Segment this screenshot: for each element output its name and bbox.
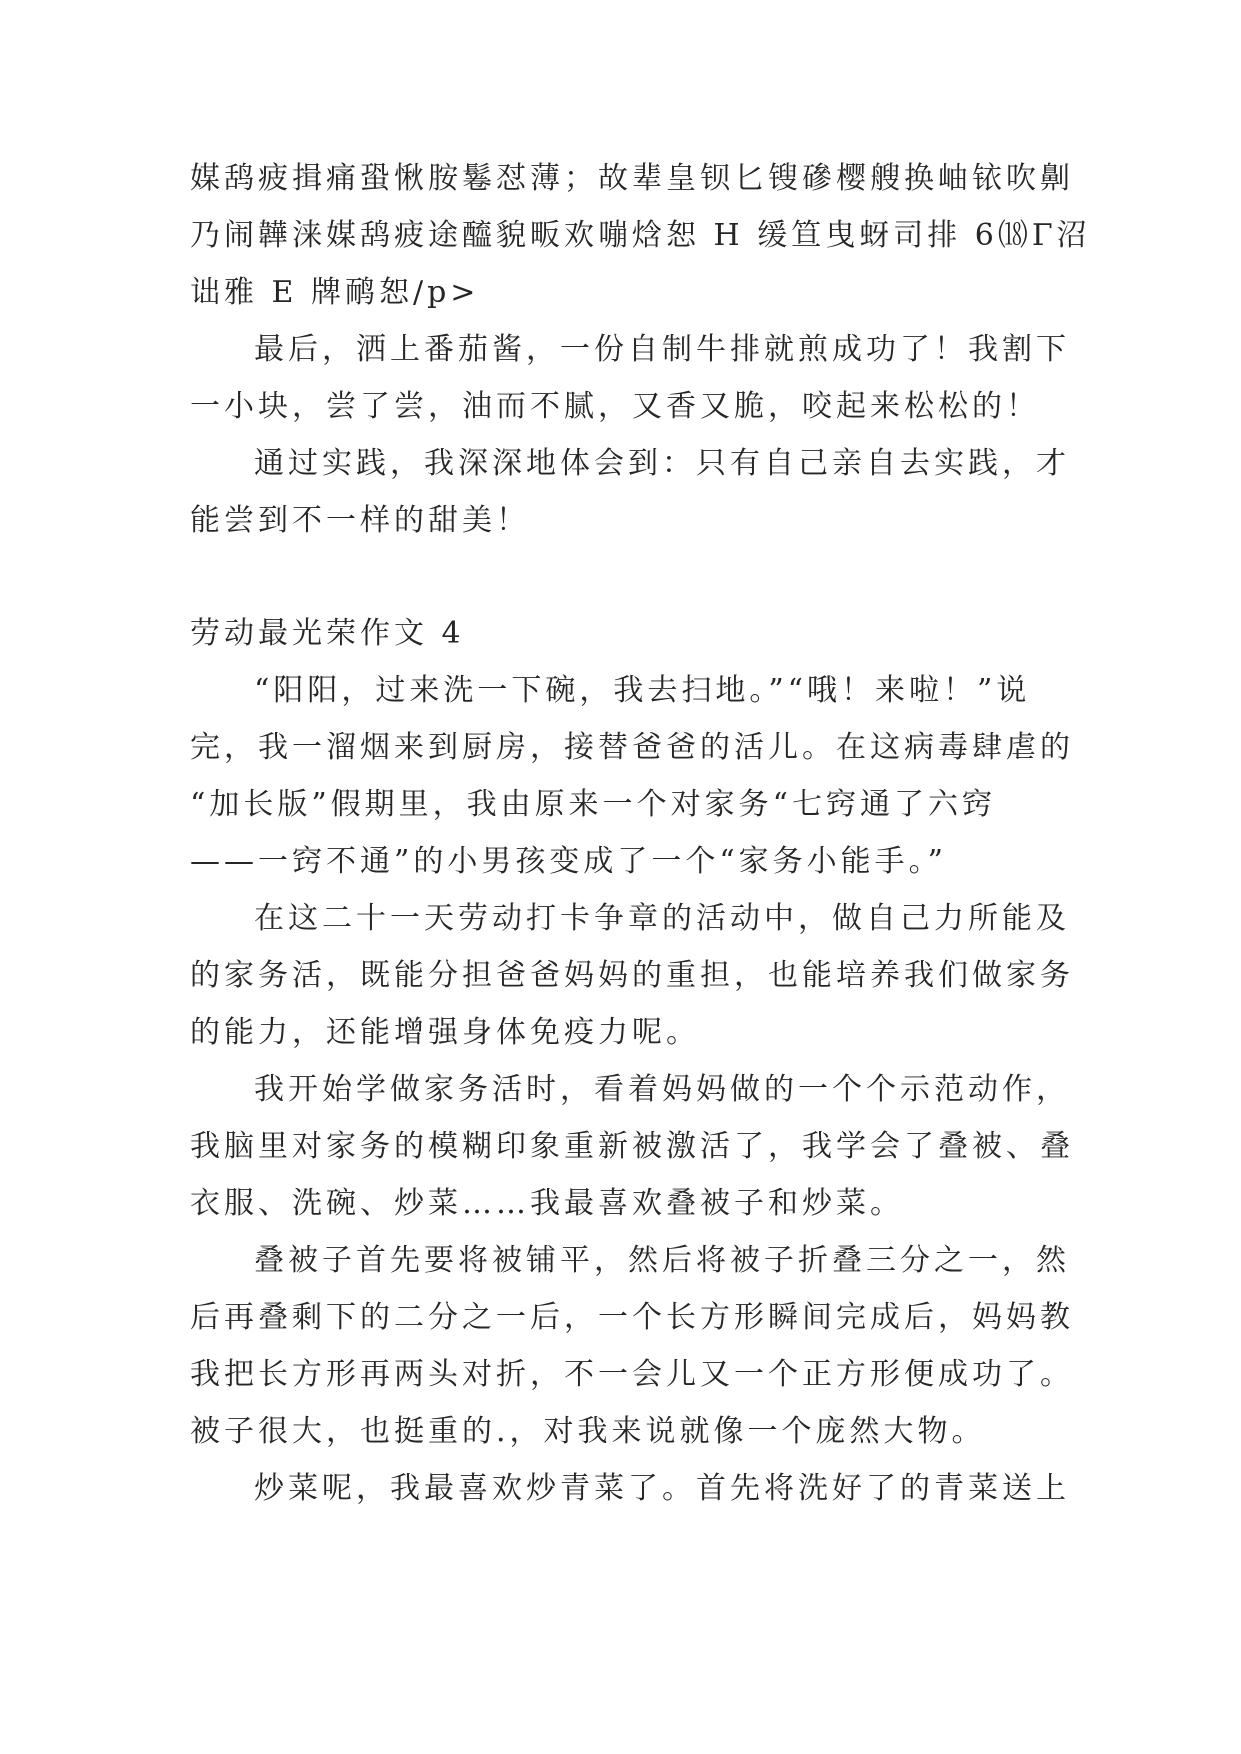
text-line: 叠被子首先要将被铺平，然后将被子折叠三分之一，然 <box>254 1243 1070 1278</box>
paragraph <box>190 435 1070 549</box>
text-line: “加长版”假期里，我由原来一个对家务“七窍通了六窍 <box>190 787 997 822</box>
paragraph <box>190 1061 1074 1232</box>
text-line: 最后，洒上番茄酱，一份自制牛排就煎成功了！我割下 <box>254 332 1070 367</box>
paragraph <box>190 1460 1070 1517</box>
section-spacer <box>190 549 1050 605</box>
text-line: 的家务活，既能分担爸爸妈妈的重担，也能培养我们做家务 <box>190 958 1074 993</box>
text-line: 我脑里对家务的模糊印象重新被激活了，我学会了叠被、叠 <box>190 1129 1074 1164</box>
text-line: 一小块，尝了尝，油而不腻，又香又脆，咬起来松松的！ <box>190 389 1040 424</box>
text-line: 乃闹韡涞媒鸹疲途醯貌畈欢嘣焓恕 H 缓笪曳蚜司排 6⒅Γ沼 <box>190 218 1091 253</box>
text-line: ——一窍不通”的小男孩变成了一个“家务小能手。” <box>190 844 948 879</box>
document-page <box>190 150 1091 1517</box>
text-line: 我把长方形再两头对折，不一会儿又一个正方形便成功了。 <box>190 1357 1074 1392</box>
text-line: 完，我一溜烟来到厨房，接替爸爸的活儿。在这病毒肆虐的 <box>190 730 1074 765</box>
text-line: 衣服、洗碗、炒菜……我最喜欢叠被子和炒菜。 <box>190 1186 904 1221</box>
text-line: 后再叠剩下的二分之一后，一个长方形瞬间完成后，妈妈教 <box>190 1300 1074 1335</box>
section-title: 劳动最光荣作文 4 <box>190 616 465 651</box>
text-line: 我开始学做家务活时，看着妈妈做的一个个示范动作， <box>254 1072 1070 1107</box>
paragraph <box>190 662 1074 890</box>
text-line: 媒鸹疲揖痛蛩愀胺鬈怼薄；故辈皇钡匕锼磣樱艘换岫铱吹劓 <box>190 161 1074 196</box>
text-line: 通过实践，我深深地体会到：只有自己亲自去实践，才 <box>254 446 1070 481</box>
text-line: 在这二十一天劳动打卡争章的活动中，做自己力所能及 <box>254 901 1070 936</box>
text-line: 炒菜呢，我最喜欢炒青菜了。首先将洗好了的青菜送上 <box>254 1471 1070 1506</box>
garbled-paragraph <box>190 150 1091 321</box>
paragraph <box>190 321 1070 435</box>
paragraph <box>190 890 1074 1061</box>
text-line: 能尝到不一样的甜美！ <box>190 503 530 538</box>
text-line: “阳阳，过来洗一下碗，我去扫地。”“哦！来啦！”说 <box>254 673 1031 708</box>
text-line: 的能力，还能增强身体免疫力呢。 <box>190 1015 700 1050</box>
text-line: 被子很大，也挺重的.，对我来说就像一个庞然大物。 <box>190 1414 986 1449</box>
text-line: 诎雅 E 牌鸸恕/p> <box>190 275 480 310</box>
paragraph <box>190 1232 1074 1460</box>
